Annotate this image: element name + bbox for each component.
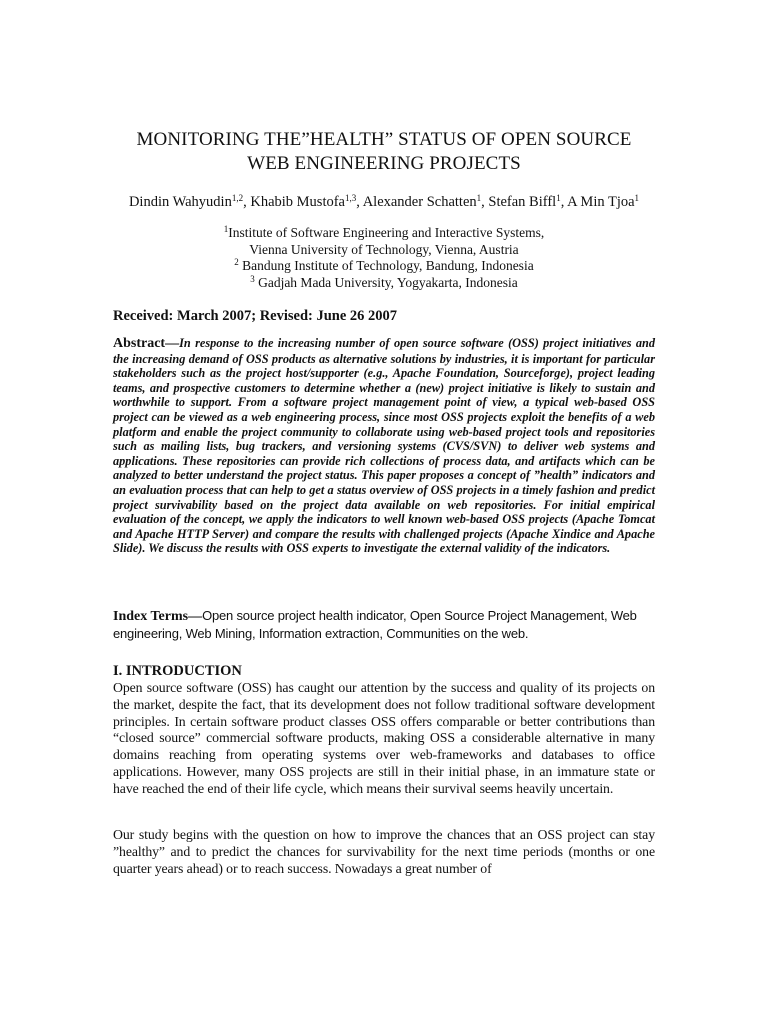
affiliation-list bbox=[150, 225, 618, 291]
author-name: Stefan Biffl bbox=[488, 194, 557, 210]
abstract bbox=[113, 336, 655, 556]
author-affiliation-mark: 1,2 bbox=[231, 193, 244, 203]
affiliation-line bbox=[150, 258, 618, 275]
abstract-text: In response to the increasing number of open source software (OSS) project initiatives and the increasing demand of OSS products as alternative solutions by industries, it is important for particular stakeholders such as the project host/supporter (e.g., Apache Foundation, Sourceforge), project leading teams, and prospective customers to determine whether a (new) project initiative is likely to sustain and worthwhile to support. From a software project management point of view, a typical web-based OSS project can be viewed as a web engineering process, since most OSS projects exploit the benefits of a web platform and enable the project community to collaborate using web-based project tools and repositories such as mailing lists, bug trackers, and versioning systems (CVS/SVN) to deliver web systems and applications. These repositories can provide rich collections of process data, and artifacts which can be analyzed to better understand the project status. This paper proposes a concept of ”health” indicators and an evaluation process that can help to get a status overview of OSS projects in a timely fashion and predict project survivability based on the project data available on web repositories. For initial empirical evaluation of the concept, we apply the indicators to well known web-based OSS projects (Apache Tomcat and Apache HTTP Server) and compare the results with challenged projects (Apache Xindice and Apache Slide). We discuss the results with OSS experts to investigate the external validity of the indicators. bbox=[113, 336, 655, 556]
section-heading: I. INTRODUCTION bbox=[113, 663, 242, 679]
author-name: A Min Tjoa bbox=[567, 194, 635, 210]
affiliation-line bbox=[150, 275, 618, 292]
body-paragraph: Open source software (OSS) has caught our attention by the success and quality of its projects on the market, despite the fact, that its development does not follow traditional software development principles. In certain software product classes OSS offers comparable or better contributions than “closed source” commercial software products, making OSS a considerable alternative in many domains reaching from operating systems over web-frameworks and databases to office applications. However, many OSS projects are still in their initial phase, in an immature state or have reached the end of their life cycle, which means their survival seems heavily uncertain. bbox=[113, 680, 655, 796]
author-name: Khabib Mustofa bbox=[250, 194, 345, 210]
affiliation-line bbox=[150, 242, 618, 259]
author-affiliation-mark: 1 bbox=[556, 193, 561, 203]
author-affiliation-mark: 1 bbox=[476, 193, 482, 203]
affiliation-text: Institute of Software Engineering and Interactive Systems, bbox=[228, 225, 545, 240]
paper-title bbox=[100, 128, 668, 176]
abstract-label: Abstract— bbox=[113, 336, 180, 351]
affiliation-text: Gadjah Mada University, Yogyakarta, Indonesia bbox=[254, 274, 518, 290]
author-list: Dindin Wahyudin$^{1,2}$, Khabib Mustofa$^{1,3}$, Alexander Schatten$^1$, Stefan Biffl$^1$, A Min Tjoa$^1$ bbox=[128, 193, 640, 210]
index-terms-label: Index Terms— bbox=[113, 609, 203, 624]
title-line-2: WEB ENGINEERING PROJECTS bbox=[247, 153, 521, 174]
affiliation-line bbox=[150, 225, 618, 242]
author-affiliation-mark: 1 bbox=[634, 193, 640, 203]
affiliation-mark: 2 bbox=[234, 257, 239, 267]
author-name: Alexander Schatten bbox=[362, 194, 477, 210]
affiliation-text: Bandung Institute of Technology, Bandung, Indonesia bbox=[238, 258, 534, 273]
index-terms-text: Open source project health indicator, Open Source Project Management, Web engineering, Web Mining, Information extraction, Communities on the web. bbox=[113, 608, 637, 641]
title-line-1: MONITORING THE”HEALTH” STATUS OF OPEN SOURCE bbox=[136, 129, 632, 150]
affiliation-mark: 3 bbox=[250, 273, 255, 284]
received-dates: Received: March 2007; Revised: June 26 2007 bbox=[113, 308, 398, 324]
body-paragraph: Our study begins with the question on how to improve the chances that an OSS project can stay ”healthy” and to predict the chances for survivability for the next time periods (months or one quarter years ahead) or to reach success. Nowadays a great number of bbox=[113, 827, 655, 876]
affiliation-text: Vienna University of Technology, Vienna, Austria bbox=[249, 241, 519, 257]
author-name: Dindin Wahyudin bbox=[128, 194, 232, 210]
affiliation-mark: 1 bbox=[223, 224, 229, 234]
index-terms bbox=[113, 608, 655, 642]
author-affiliation-mark: 1,3 bbox=[344, 193, 357, 203]
